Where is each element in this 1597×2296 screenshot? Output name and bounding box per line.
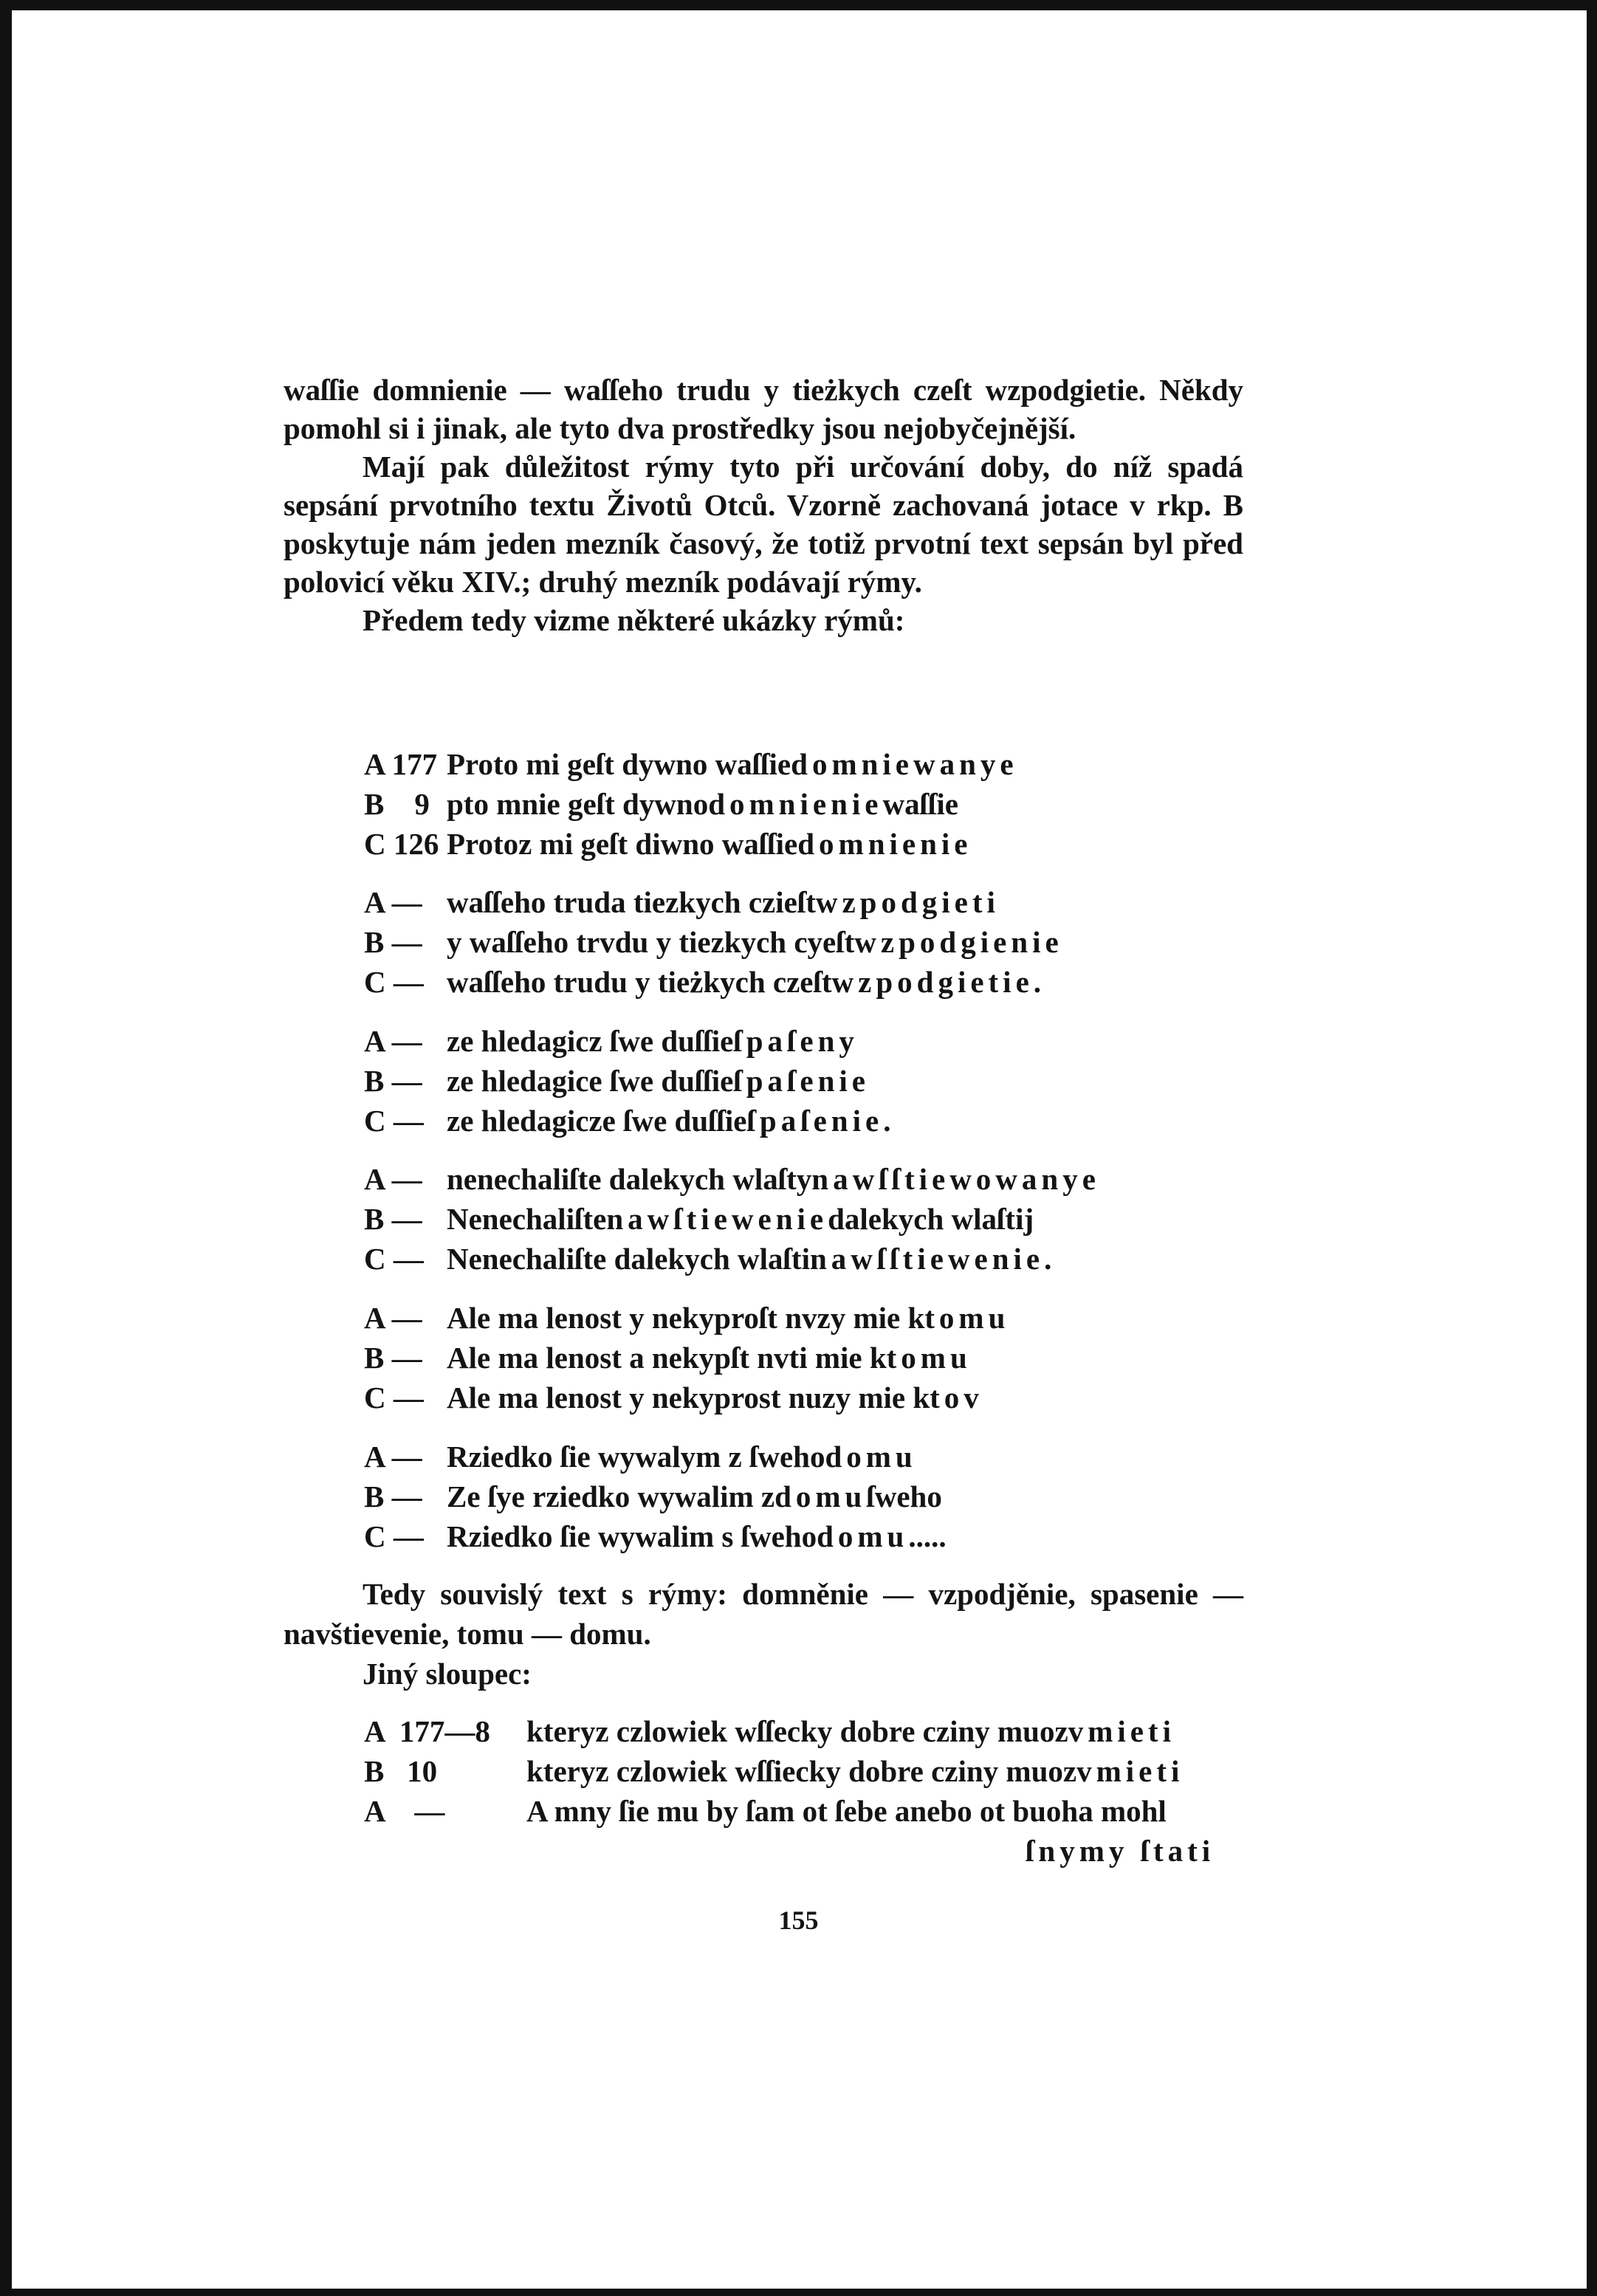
verse-text: Proto mi geſt dywno waſſie [447,747,791,781]
verse-text: Ze ſye rziedko wywalim z [447,1479,775,1513]
rhyme-row [364,882,1063,922]
manuscript-label: B 9 [364,787,430,821]
manuscript-label: A — [364,885,422,919]
page-number: 155 [778,1905,819,1935]
verse-text: Rziedko ſie wywalym z ſweho [447,1440,825,1474]
rhyme-word: domniewanye [791,747,1018,781]
column-heading: Jiný sloupec: [363,1657,532,1691]
rhyme-word: vmieti [1068,1714,1175,1748]
manuscript-label: C — [364,965,424,999]
verse-text: kteryz czlowiek wſſiecky dobre cziny muoz [526,1754,1077,1788]
verse-text: Ale ma lenost y nekyprost nuzy mie k [447,1381,930,1415]
manuscript-label: C — [364,1519,424,1553]
rhyme-group-6 [364,1437,947,1556]
rhyme-group-7 [364,1711,1215,1871]
manuscript-label: B 10 [364,1754,438,1788]
rhyme-word: ſnymy ſtati [1026,1834,1215,1868]
rhyme-row [364,1751,1215,1791]
rhyme-word: domu [775,1479,867,1513]
verse-text: waſſeho truda tiezkych czieſt [447,885,816,919]
rhyme-word: domu [825,1440,917,1474]
rhyme-row [364,1711,1215,1751]
verse-text: A mny ſie mu by ſam ot ſebe anebo ot buoha mohl [526,1794,1167,1828]
manuscript-label: B — [364,1064,422,1098]
verse-tail: waſſie [882,787,958,821]
verse-text: ze hledagicze ſwe duſſie [447,1104,747,1138]
scan-border-right [1587,0,1597,2296]
manuscript-label: C 126 [364,827,439,861]
manuscript-label: A 177—8 [364,1714,490,1748]
rhyme-row [364,1101,890,1141]
rhyme-group-1 [364,744,1018,864]
connected-text [284,1574,1243,1694]
rhyme-word: wzpodgienie [854,925,1063,959]
rhyme-word: wzpodgieti [815,885,1000,919]
manuscript-label: A 177 [364,747,438,781]
manuscript-label: C — [364,1104,424,1138]
manuscript-label: A — [364,1024,422,1058]
scan-border-bottom [0,2289,1597,2296]
connected-text-paragraph: Tedy souvislý text s rýmy: domněnie — vzpodjěnie, spasenie — navštievenie, tomu — domu. [284,1577,1243,1651]
manuscript-label: A — [364,1794,445,1828]
rhyme-row [364,1298,1009,1338]
rhyme-word: ſpaſeny [733,1024,859,1058]
verse-text: waſſeho trudu y tieżkych czeſt [447,965,832,999]
scan-border-left [0,0,12,2296]
rhyme-row [364,824,1018,864]
rhyme-group-4 [364,1159,1100,1279]
rhyme-row [364,1159,1100,1199]
rhyme-word: domnienie [797,827,972,861]
manuscript-label: C — [364,1381,424,1415]
rhyme-row [364,1791,1215,1831]
verse-text: kteryz czlowiek wſſecky dobre cziny muoz [526,1714,1068,1748]
verse-tail: . [883,1104,891,1138]
manuscript-label: C — [364,1242,424,1276]
rhyme-word: tomu [886,1341,972,1375]
rhyme-row [364,1199,1100,1239]
rhyme-row [364,922,1063,962]
verse-text: ze hledagice ſwe duſſie [447,1064,734,1098]
verse-tail: ſweho [866,1479,942,1513]
manuscript-label: B — [364,1479,422,1513]
verse-text: nenechaliſte dalekych wlaſty [447,1162,812,1196]
rhyme-row [364,1021,890,1061]
manuscript-label: A — [364,1162,422,1196]
rhyme-row [364,1338,1009,1378]
rhyme-word: domnienie [708,787,883,821]
manuscript-label: A — [364,1440,422,1474]
rhyme-word: ſpaſenie [746,1104,884,1138]
rhyme-row [364,744,1018,784]
rhyme-row [364,784,1018,824]
verse-tail: . [1033,965,1042,999]
rhyme-word: domu [817,1519,909,1553]
rhyme-row [364,1437,947,1477]
verse-text: Ale ma lenost y nekyproſt nvzy mie k [447,1301,925,1335]
verse-text: Nenechaliſte dalekych wlaſti [447,1242,810,1276]
rhyme-word: tomu [924,1301,1010,1335]
verse-text: ze hledagicz ſwe duſſie [447,1024,734,1058]
verse-text: pto mnie geſt dywno [447,787,709,821]
verse-text: Protoz mi geſt diwno waſſie [447,827,798,861]
rhyme-row [364,1516,947,1556]
verse-tail: ..... [908,1519,947,1553]
rhyme-row [364,962,1063,1002]
rhyme-word: nawſſtiewenie [809,1242,1045,1276]
manuscript-label: B — [364,1341,422,1375]
rhyme-group-2 [364,882,1063,1002]
rhyme-row [364,1061,890,1101]
verse-text: Rziedko ſie wywalim s ſweho [447,1519,817,1553]
intro-text [284,371,1243,639]
intro-paragraph-2: Mají pak důležitost rýmy tyto při určování doby, do níž spadá sepsání prvotního textu Životů Otců. Vzorně zachovaná jotace v rkp. B poskytuje nám jeden mezník časový, že totiž prvotní text sepsán byl před polovicí věku XIV.; druhý mezník podávají rýmy. [284,450,1243,599]
intro-paragraph-3: Předem tedy vizme některé ukázky rýmů: [363,603,905,637]
verse-text: y waſſeho trvdu y tiezkych cyeſt [447,925,855,959]
rhyme-word: tov [930,1381,983,1415]
scan-border-top [0,0,1597,10]
manuscript-label: A — [364,1301,422,1335]
verse-tail: dalekych wlaſtij [828,1202,1034,1236]
rhyme-word: nawſtiewenie [606,1202,828,1236]
rhyme-group-5 [364,1298,1009,1417]
rhyme-word: vmieti [1076,1754,1184,1788]
rhyme-word: ſpaſenie [733,1064,870,1098]
verse-tail: . [1044,1242,1052,1276]
rhyme-row [364,1378,1009,1417]
verse-text: Nenechaliſte [447,1202,607,1236]
verse-text: Ale ma lenost a nekypſt nvti mie k [447,1341,887,1375]
rhyme-word: wzpodgietie [831,965,1034,999]
rhyme-group-3 [364,1021,890,1141]
rhyme-row [364,1477,947,1516]
manuscript-label: B — [364,1202,422,1236]
rhyme-row [364,1239,1100,1279]
intro-paragraph-1: waſſie domnienie — waſſeho trudu y tieżkych czeſt wzpodgietie. Někdy pomohl si i jinak, ale tyto dva prostředky jsou nejobyčejnější. [284,373,1243,445]
rhyme-word: nawſſtiewowanye [811,1162,1100,1196]
verse-continuation [364,1831,1215,1871]
manuscript-label: B — [364,925,422,959]
